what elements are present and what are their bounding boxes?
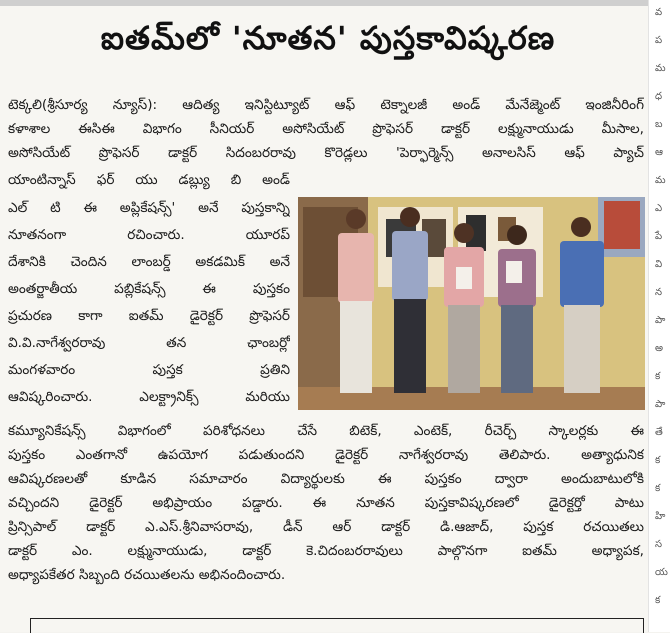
article-line: డాక్టర్ ఎం. లక్ష్మునాయుడు, డాక్టర్ కె.చిదంబరరావులు పాల్గొనగా ఐతమ్ అధ్యాపక, <box>8 543 644 559</box>
edge-char: న <box>655 287 663 298</box>
article-line: అంతర్జాతీయ పబ్లికేషన్స్ ఈ పుస్తకం <box>8 281 290 297</box>
article-line: అసోసియేట్ ప్రొఫెసర్ డాక్టర్ సిదంబరరావు కొరెడ్లలు 'పెర్ఫార్మెన్స్ అనాలసిస్ ఆఫ్ ప్యాచ్ <box>8 145 644 161</box>
edge-char: వి <box>655 259 663 270</box>
edge-char: య <box>655 567 668 578</box>
edge-char: క <box>655 595 661 606</box>
article-line: అధ్యాపకేతర సిబ్బంది రచయితలను అభినందించారు. <box>8 567 286 583</box>
article-line: ఎల్ టి ఈ అప్లికేషన్స్' అనే పుస్తకాన్ని <box>8 200 290 216</box>
edge-char: ఎ <box>655 203 663 214</box>
article-line: ప్రచురణ కాగా ఐతమ్ డైరెక్టర్ ప్రొఫెసర్ <box>8 308 290 324</box>
edge-char: ప <box>655 35 663 46</box>
photo-illustration <box>298 197 645 410</box>
article-line: కమ్యూనికేషన్స్ విభాగంలో పరిశోధనలు చేసే బిటెక్, ఎంటెక్, రీచెర్చ్ స్కాలర్లకు ఈ <box>8 423 644 439</box>
article-line: నూతనంగా రచించారు. యూరప్ <box>8 227 290 243</box>
edge-char: క <box>655 483 661 494</box>
article-line: ఆవిష్కరణలతో కూడిన సమాచారం విద్యార్థులకు ఈ పుస్తకం ద్వారా అందుబాటులోకి <box>8 471 644 487</box>
article-photo <box>298 197 645 410</box>
article-line: వి.వి.నాగేశ్వరరావు తన ఛాంబర్లో <box>8 335 290 351</box>
edge-char: క <box>655 455 661 466</box>
edge-char: వ <box>655 7 663 18</box>
edge-char: బ <box>655 119 663 130</box>
article-line: పుస్తకం ఎంతగానో ఉపయోగ పడుతుందని డైరెక్టర్ నాగేశ్వరరావు తెలిపారు. అత్యాధునిక <box>8 447 644 463</box>
edge-char: మ <box>655 175 666 186</box>
edge-char: ఆ <box>655 147 663 158</box>
article-line: దేశానికి చెందిన లాంబర్డ్ అకడమిక్ అనే <box>8 254 290 270</box>
article-headline: ఐతమ్‌లో 'నూతన' పుస్తకావిష్కరణ <box>100 19 556 57</box>
top-rule <box>0 0 648 6</box>
article-line: యాంటిన్నాస్ ఫర్ యు డబ్ల్యు బి అండ్ <box>8 172 290 188</box>
edge-char: హి <box>655 511 666 522</box>
edge-char: స <box>655 539 663 550</box>
edge-char: పా <box>655 399 666 410</box>
edge-char: పా <box>655 315 666 326</box>
article-line: ప్రిన్సిపాల్ డాక్టర్ ఎ.ఎస్.శ్రీనివాసరావు, డీన్ ఆర్ డాక్టర్ డి.ఆజాద్, పుస్తక రచయితలు <box>8 519 644 535</box>
adjacent-column-edge <box>648 0 670 632</box>
article-line: వచ్చిందని డైరెక్టర్ అభిప్రాయం పడ్డారు. ఈ నూతన పుస్తకావిష్కరణలో డైరెక్టర్తో పాటు <box>8 495 644 511</box>
article-line: టెక్కలి(శ్రీసూర్య న్యూస్): ఆదిత్య ఇనిస్టిట్యూట్ ఆఫ్ టెక్నాలజీ అండ్ మేనేజ్మెంట్ ఇంజినీరింగ్ <box>8 97 644 113</box>
edge-char: తే <box>655 427 663 438</box>
edge-char: పే <box>655 231 663 242</box>
article-line: మంగళవారం పుస్తక ప్రతిని <box>8 362 290 378</box>
edge-char: అ <box>655 343 663 354</box>
edge-char: మ <box>655 63 666 74</box>
bottom-frame <box>30 618 644 633</box>
article-line: ఆవిష్కరించారు. ఎలక్ట్రానిక్స్ మరియు <box>8 389 290 405</box>
edge-char: క <box>655 371 661 382</box>
edge-char: ధ <box>655 91 663 102</box>
article-line: కళాశాల ఈసిఈ విభాగం సీనియర్ అసోసియేట్ ప్రొఫెసర్ డాక్టర్ లక్ష్మునాయుడు మీసాల, <box>8 121 644 137</box>
